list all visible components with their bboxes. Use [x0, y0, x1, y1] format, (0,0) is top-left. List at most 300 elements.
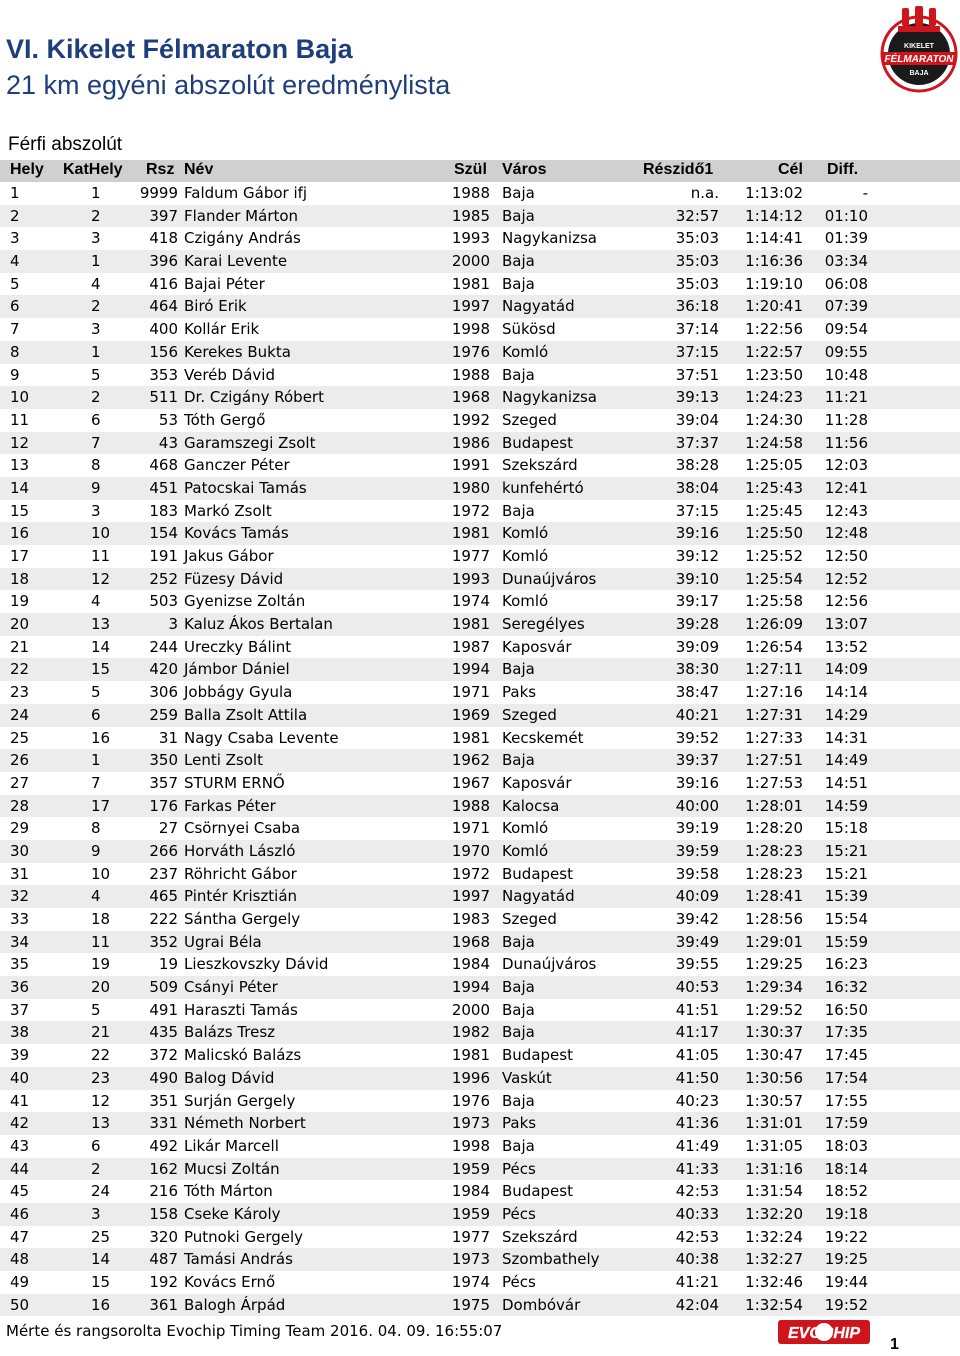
cell-diff: 14:29 [824, 705, 868, 724]
cell-nev: Garamszegi Zsolt [184, 433, 316, 452]
cell-kathely: 17 [91, 796, 111, 815]
cell-szul: 1994 [451, 660, 490, 679]
cell-hely: 13 [10, 456, 30, 475]
cell-reszido: 40:21 [675, 705, 719, 724]
cell-szul: 1986 [451, 433, 490, 452]
table-row [0, 454, 960, 477]
cell-hely: 25 [10, 728, 30, 747]
cell-reszido: 37:51 [675, 365, 719, 384]
cell-nev: Karai Levente [184, 252, 288, 271]
cell-reszido: 39:09 [675, 637, 719, 656]
cell-hely: 2 [10, 206, 20, 225]
cell-cel: 1:24:30 [745, 410, 803, 429]
cell-rsz: 3 [168, 615, 178, 634]
cell-cel: 1:26:54 [745, 637, 803, 656]
cell-rsz: 492 [149, 1136, 178, 1155]
cell-varos: Baja [502, 1136, 535, 1155]
cell-hely: 27 [10, 773, 30, 792]
cell-cel: 1:25:43 [745, 478, 803, 497]
cell-reszido: 39:49 [675, 932, 719, 951]
cell-nev: Malicskó Balázs [184, 1046, 302, 1065]
cell-nev: Kerekes Bukta [184, 342, 291, 361]
cell-diff: 12:52 [824, 569, 868, 588]
cell-cel: 1:27:31 [745, 705, 803, 724]
cell-rsz: 352 [149, 932, 178, 951]
cell-varos: Nagykanizsa [502, 229, 597, 248]
cell-hely: 15 [10, 501, 30, 520]
cell-szul: 1997 [451, 887, 490, 906]
cell-reszido: 40:23 [675, 1091, 719, 1110]
footer-text: Mérte és rangsorolta Evochip Timing Team 2016. 04. 09. 16:55:07 [6, 1322, 503, 1340]
table-row [0, 885, 960, 908]
table-row [0, 749, 960, 772]
cell-rsz: 162 [149, 1159, 178, 1178]
cell-hely: 21 [10, 637, 30, 656]
cell-rsz: 222 [149, 910, 178, 928]
cell-szul: 2000 [451, 252, 490, 271]
cell-rsz: 19 [158, 955, 178, 974]
cell-varos: Nagykanizsa [502, 388, 597, 407]
cell-hely: 39 [10, 1046, 30, 1065]
cell-nev: Haraszti Tamás [184, 1000, 298, 1019]
table-row [0, 1067, 960, 1090]
cell-diff: 09:54 [824, 320, 868, 339]
cell-reszido: 41:51 [675, 1000, 719, 1019]
cell-nev: Tóth Gergő [184, 410, 266, 429]
cell-cel: 1:29:52 [745, 1000, 803, 1019]
cell-diff: 01:39 [824, 229, 868, 248]
cell-szul: 1969 [451, 705, 490, 724]
cell-szul: 1973 [451, 1114, 490, 1133]
cell-varos: Komló [502, 524, 549, 543]
cell-kathely: 4 [91, 274, 101, 293]
cell-reszido: 38:28 [675, 456, 719, 475]
cell-kathely: 2 [91, 388, 101, 407]
cell-reszido: 39:59 [675, 841, 719, 860]
cell-rsz: 183 [149, 501, 178, 520]
cell-kathely: 1 [91, 342, 101, 361]
cell-reszido: 37:37 [675, 433, 719, 452]
cell-varos: kunfehértó [502, 478, 584, 497]
cell-varos: Szeged [502, 410, 557, 429]
cell-kathely: 6 [91, 410, 101, 429]
cell-varos: Paks [502, 1114, 537, 1133]
cell-nev: Balázs Tresz [184, 1023, 276, 1042]
table-row [0, 568, 960, 591]
col-nev: Név [184, 161, 214, 178]
cell-szul: 1981 [451, 615, 490, 634]
cell-nev: Balogh Árpád [184, 1295, 286, 1314]
cell-rsz: 350 [149, 751, 178, 770]
table-row [0, 295, 960, 318]
cell-hely: 42 [10, 1114, 30, 1133]
cell-varos: Vaskút [502, 1068, 552, 1087]
cell-reszido: 37:15 [675, 501, 719, 520]
cell-varos: Baja [502, 206, 535, 225]
cell-szul: 1971 [451, 683, 490, 702]
cell-hely: 14 [10, 478, 30, 497]
cell-kathely: 12 [91, 569, 111, 588]
cell-hely: 38 [10, 1023, 30, 1042]
cell-varos: Sükösd [502, 320, 556, 339]
cell-reszido: 35:03 [675, 229, 719, 248]
cell-rsz: 435 [149, 1023, 178, 1042]
cell-cel: 1:28:20 [745, 819, 803, 838]
cell-szul: 1996 [451, 1068, 490, 1087]
cell-diff: 13:52 [824, 637, 868, 656]
cell-hely: 22 [10, 660, 30, 679]
cell-szul: 1973 [451, 1250, 490, 1269]
table-row [0, 1203, 960, 1226]
cell-kathely: 15 [91, 660, 111, 679]
cell-varos: Baja [502, 978, 535, 997]
cell-cel: 1:22:57 [745, 342, 803, 361]
cell-diff: 15:39 [824, 887, 868, 906]
cell-nev: Tóth Márton [184, 1182, 273, 1201]
cell-szul: 1994 [451, 978, 490, 997]
cell-reszido: 39:55 [675, 955, 719, 974]
cell-diff: 14:09 [824, 660, 868, 679]
cell-hely: 8 [10, 342, 20, 361]
table-row [0, 182, 960, 205]
cell-nev: Markó Zsolt [184, 501, 272, 520]
col-szul: Szül [454, 161, 487, 178]
table-row [0, 727, 960, 750]
cell-szul: 1981 [451, 274, 490, 293]
table-row [0, 273, 960, 296]
cell-hely: 47 [10, 1227, 30, 1246]
col-varos: Város [502, 161, 547, 178]
cell-diff: 14:49 [824, 751, 868, 770]
cell-varos: Kecskemét [502, 728, 584, 747]
cell-cel: 1:29:34 [745, 978, 803, 997]
cell-hely: 26 [10, 751, 30, 770]
table-row [0, 477, 960, 500]
cell-rsz: 320 [149, 1227, 178, 1246]
cell-reszido: 42:53 [675, 1182, 719, 1201]
cell-kathely: 3 [91, 501, 101, 520]
cell-reszido: 36:18 [675, 297, 719, 316]
table-row [0, 409, 960, 432]
cell-reszido: 39:19 [675, 819, 719, 838]
cell-kathely: 1 [91, 252, 101, 271]
cell-rsz: 396 [149, 252, 178, 271]
cell-rsz: 237 [149, 864, 178, 883]
table-row [0, 1248, 960, 1271]
cell-varos: Szekszárd [502, 456, 578, 475]
table-row [0, 1271, 960, 1294]
cell-reszido: 39:28 [675, 615, 719, 634]
table-row [0, 1021, 960, 1044]
cell-cel: 1:19:10 [745, 274, 803, 293]
cell-nev: Faldum Gábor ifj [184, 184, 308, 202]
table-row [0, 227, 960, 250]
cell-szul: 1988 [451, 796, 490, 815]
cell-szul: 1992 [451, 410, 490, 429]
cell-diff: 07:39 [824, 297, 868, 316]
cell-rsz: 27 [158, 819, 178, 838]
cell-kathely: 13 [91, 1114, 111, 1133]
cell-varos: Baja [502, 660, 535, 679]
cell-cel: 1:25:05 [745, 456, 803, 475]
cell-kathely: 8 [91, 819, 101, 838]
cell-reszido: 38:04 [675, 478, 719, 497]
cell-cel: 1:30:37 [745, 1023, 803, 1042]
cell-reszido: 39:10 [675, 569, 719, 588]
cell-kathely: 3 [91, 320, 101, 339]
cell-rsz: 357 [149, 773, 178, 792]
cell-varos: Baja [502, 1091, 535, 1110]
cell-nev: Lieszkovszky Dávid [184, 955, 329, 974]
cell-reszido: 41:36 [675, 1114, 719, 1133]
cell-cel: 1:25:58 [745, 592, 803, 611]
cell-hely: 32 [10, 887, 30, 906]
cell-kathely: 7 [91, 773, 101, 792]
table-row [0, 1112, 960, 1135]
cell-varos: Baja [502, 274, 535, 293]
cell-rsz: 400 [149, 320, 178, 339]
cell-cel: 1:20:41 [745, 297, 803, 316]
cell-rsz: 158 [149, 1204, 178, 1223]
cell-szul: 1976 [451, 342, 490, 361]
col-hely: Hely [10, 161, 44, 178]
cell-diff: 11:21 [824, 388, 868, 407]
cell-hely: 49 [10, 1273, 30, 1291]
cell-szul: 1997 [451, 297, 490, 316]
cell-cel: 1:27:53 [745, 773, 803, 792]
table-row [0, 545, 960, 568]
cell-rsz: 43 [158, 433, 178, 452]
table-row [0, 613, 960, 636]
cell-nev: Surján Gergely [184, 1091, 296, 1110]
cell-cel: 1:14:12 [745, 206, 803, 225]
cell-diff: 14:14 [824, 683, 868, 702]
cell-cel: 1:32:46 [745, 1273, 803, 1291]
cell-hely: 7 [10, 320, 20, 339]
cell-reszido: 38:30 [675, 660, 719, 679]
cell-varos: Kalocsa [502, 796, 560, 815]
cell-szul: 2000 [451, 1000, 490, 1019]
cell-reszido: 42:04 [675, 1295, 719, 1314]
cell-kathely: 7 [91, 433, 101, 452]
cell-szul: 1974 [451, 1273, 490, 1291]
cell-kathely: 9 [91, 478, 101, 497]
cell-varos: Nagyatád [502, 297, 575, 316]
cell-varos: Dunaújváros [502, 569, 597, 588]
cell-diff: 14:51 [824, 773, 868, 792]
cell-diff: 17:45 [824, 1046, 868, 1065]
cell-reszido: 41:50 [675, 1068, 719, 1087]
cell-nev: Likár Marcell [184, 1136, 279, 1155]
cell-kathely: 20 [91, 978, 111, 997]
cell-hely: 9 [10, 365, 20, 384]
table-row [0, 840, 960, 863]
cell-kathely: 13 [91, 615, 111, 634]
cell-hely: 29 [10, 819, 30, 838]
cell-rsz: 361 [149, 1295, 178, 1314]
cell-cel: 1:14:41 [745, 229, 803, 248]
cell-reszido: 35:03 [675, 252, 719, 271]
cell-nev: Ugrai Béla [184, 932, 262, 951]
cell-rsz: 420 [149, 660, 178, 679]
cell-hely: 17 [10, 547, 30, 565]
cell-nev: Farkas Péter [184, 796, 276, 815]
cell-rsz: 487 [149, 1250, 178, 1269]
cell-rsz: 353 [149, 365, 178, 384]
table-row [0, 795, 960, 818]
cell-reszido: 39:17 [675, 592, 719, 611]
cell-kathely: 6 [91, 705, 101, 724]
cell-szul: 1977 [451, 1227, 490, 1246]
table-row [0, 681, 960, 704]
cell-rsz: 468 [149, 456, 178, 475]
cell-varos: Komló [502, 841, 549, 860]
table-row [0, 432, 960, 455]
cell-varos: Kaposvár [502, 637, 572, 656]
cell-szul: 1988 [451, 184, 490, 202]
cell-varos: Pécs [502, 1204, 536, 1223]
cell-reszido: 40:00 [675, 796, 719, 815]
cell-nev: Czigány András [184, 229, 301, 248]
cell-cel: 1:30:56 [745, 1068, 803, 1087]
cell-hely: 4 [10, 252, 20, 271]
cell-rsz: 191 [149, 547, 178, 565]
cell-diff: 09:55 [824, 342, 868, 361]
cell-hely: 43 [10, 1136, 30, 1155]
cell-diff: 14:59 [824, 796, 868, 815]
table-row [0, 205, 960, 228]
cell-cel: 1:32:54 [745, 1295, 803, 1314]
cell-reszido: 40:53 [675, 978, 719, 997]
cell-rsz: 397 [149, 206, 178, 225]
cell-varos: Komló [502, 547, 549, 565]
cell-szul: 1970 [451, 841, 490, 860]
cell-diff: 01:10 [824, 206, 868, 225]
cell-varos: Dombóvár [502, 1295, 581, 1314]
cell-hely: 5 [10, 274, 20, 293]
table-row [0, 341, 960, 364]
cell-kathely: 19 [91, 955, 111, 974]
table-row [0, 1044, 960, 1067]
cell-cel: 1:31:01 [745, 1114, 803, 1133]
cell-reszido: 40:33 [675, 1204, 719, 1223]
cell-kathely: 3 [91, 229, 101, 248]
table-row [0, 1294, 960, 1317]
cell-nev: Pintér Krisztián [184, 887, 298, 906]
cell-cel: 1:22:56 [745, 320, 803, 339]
cell-nev: Sántha Gergely [184, 910, 301, 928]
page-subtitle: 21 km egyéni abszolút eredménylista [6, 70, 451, 100]
cell-reszido: 35:03 [675, 274, 719, 293]
cell-diff: 17:35 [824, 1023, 868, 1042]
cell-kathely: 2 [91, 1159, 101, 1178]
table-row [0, 908, 960, 931]
cell-kathely: 14 [91, 637, 111, 656]
cell-varos: Baja [502, 751, 535, 770]
cell-diff: 16:23 [824, 955, 868, 974]
cell-diff: 18:52 [824, 1182, 868, 1201]
cell-cel: 1:27:16 [745, 683, 803, 702]
cell-reszido: 41:33 [675, 1159, 719, 1178]
cell-varos: Budapest [502, 864, 573, 883]
event-logo [880, 4, 958, 94]
cell-reszido: 41:17 [675, 1023, 719, 1042]
cell-nev: Mucsi Zoltán [184, 1159, 280, 1178]
cell-szul: 1998 [451, 320, 490, 339]
cell-diff: 12:56 [824, 592, 868, 611]
cell-nev: Csányi Péter [184, 978, 278, 997]
cell-szul: 1959 [451, 1159, 490, 1178]
cell-szul: 1972 [451, 864, 490, 883]
cell-cel: 1:27:33 [745, 728, 803, 747]
cell-kathely: 15 [91, 1273, 111, 1291]
cell-szul: 1993 [451, 569, 490, 588]
cell-diff: 13:07 [824, 615, 868, 634]
cell-varos: Seregélyes [502, 615, 585, 634]
evochip-logo [778, 1318, 870, 1346]
cell-kathely: 4 [91, 592, 101, 611]
cell-diff: 19:44 [824, 1273, 868, 1291]
cell-diff: 19:18 [824, 1204, 868, 1223]
cell-szul: 1977 [451, 547, 490, 565]
cell-cel: 1:24:58 [745, 433, 803, 452]
cell-varos: Pécs [502, 1273, 536, 1291]
cell-diff: 03:34 [824, 252, 868, 271]
cell-reszido: 41:21 [675, 1273, 719, 1291]
cell-diff: 16:32 [824, 978, 868, 997]
cell-varos: Budapest [502, 433, 573, 452]
cell-reszido: 39:04 [675, 410, 719, 429]
cell-diff: 15:18 [824, 819, 868, 838]
cell-varos: Komló [502, 342, 549, 361]
cell-varos: Szeged [502, 910, 557, 928]
cell-reszido: 38:47 [675, 683, 719, 702]
cell-nev: Füzesy Dávid [184, 569, 284, 588]
cell-szul: 1975 [451, 1295, 490, 1314]
table-row [0, 999, 960, 1022]
cell-szul: 1959 [451, 1204, 490, 1223]
cell-diff: 19:52 [824, 1295, 868, 1314]
cell-diff: 17:55 [824, 1091, 868, 1110]
table-row [0, 1090, 960, 1113]
cell-cel: 1:32:27 [745, 1250, 803, 1269]
cell-rsz: 156 [149, 342, 178, 361]
cell-nev: Jámbor Dániel [184, 660, 290, 679]
cell-nev: Ureczky Bálint [184, 637, 292, 656]
cell-hely: 20 [10, 615, 30, 634]
cell-hely: 45 [10, 1182, 30, 1201]
cell-nev: Bajai Péter [184, 274, 265, 293]
cell-szul: 1983 [451, 910, 490, 928]
cell-varos: Budapest [502, 1182, 573, 1201]
cell-diff: 12:03 [824, 456, 868, 475]
cell-szul: 1972 [451, 501, 490, 520]
cell-rsz: 511 [149, 388, 178, 407]
col-kathely: KatHely [63, 161, 123, 178]
cell-nev: Németh Norbert [184, 1114, 306, 1133]
cell-kathely: 16 [91, 1295, 111, 1314]
category-label: Férfi abszolút [8, 134, 123, 155]
cell-szul: 1984 [451, 955, 490, 974]
cell-rsz: 490 [149, 1068, 178, 1087]
cell-cel: 1:16:36 [745, 252, 803, 271]
cell-diff: 17:59 [824, 1114, 868, 1133]
cell-diff: 12:50 [824, 547, 868, 565]
cell-reszido: 40:38 [675, 1250, 719, 1269]
cell-hely: 35 [10, 955, 30, 974]
cell-diff: 12:41 [824, 478, 868, 497]
cell-reszido: 39:12 [675, 547, 719, 565]
